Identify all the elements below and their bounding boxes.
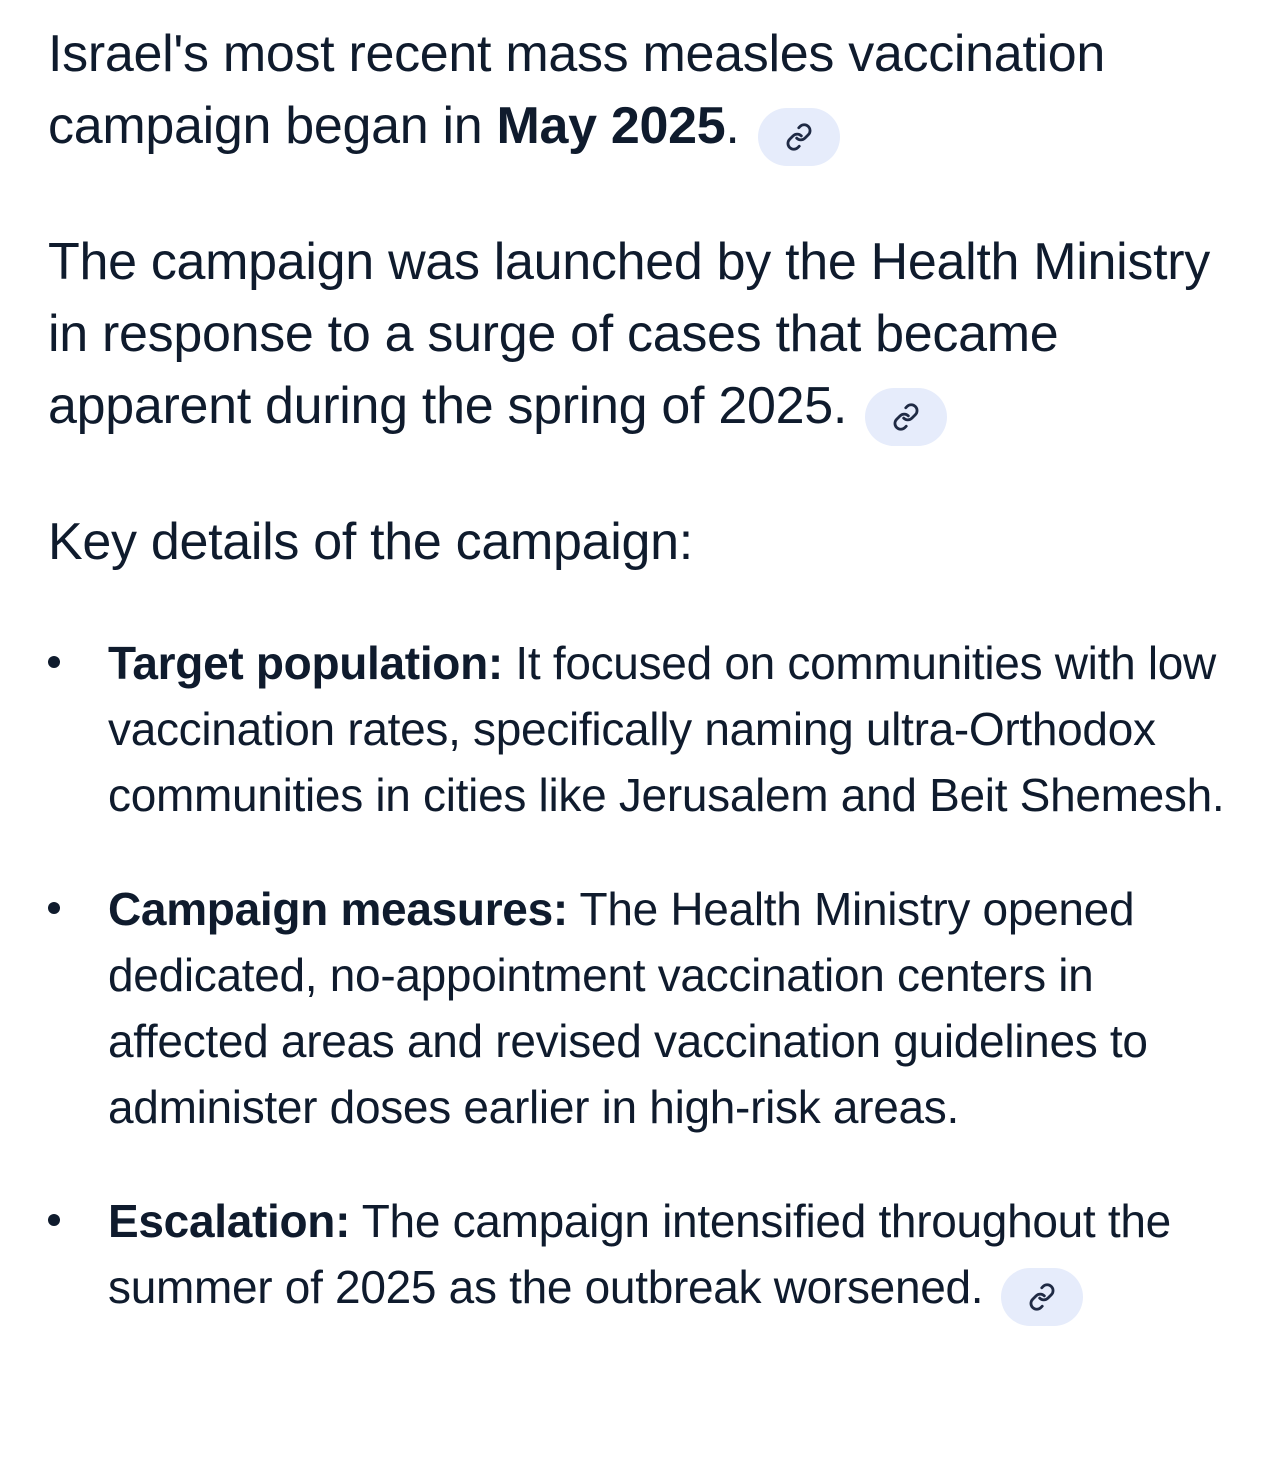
details-list	[48, 630, 1248, 1326]
intro-period: .	[725, 97, 740, 155]
intro-date: May 2025	[496, 97, 726, 155]
source-link-button[interactable]	[865, 388, 947, 446]
list-item	[48, 1188, 1248, 1326]
link-icon	[892, 403, 920, 431]
detail-label: Campaign measures:	[108, 883, 568, 935]
details-heading: Key details of the campaign:	[48, 513, 693, 571]
response-content	[48, 18, 1248, 1326]
context-paragraph	[48, 226, 1248, 446]
link-icon	[785, 123, 813, 151]
source-link-button[interactable]	[758, 108, 840, 166]
intro-paragraph	[48, 18, 1248, 166]
bullet-icon	[48, 656, 60, 668]
source-link-button[interactable]	[1001, 1268, 1083, 1326]
list-item	[48, 630, 1248, 828]
detail-text: The Health Ministry opened dedicated, no-appointment vaccination centers in affected areas and revised vaccination guidelines to administer doses earlier in high-risk areas.	[108, 883, 1148, 1133]
context-text: The campaign was launched by the Health Ministry in response to a surge of cases that became apparent during the spring of 2025.	[48, 233, 1210, 435]
link-icon	[1028, 1283, 1056, 1311]
detail-text: It focused on communities with low vaccination rates, specifically naming ultra-Orthodox communities in cities like Jerusalem and Beit Shemesh.	[108, 637, 1225, 821]
detail-text: The campaign intensified throughout the summer of 2025 as the outbreak worsened.	[108, 1195, 1171, 1313]
detail-label: Target population:	[108, 637, 503, 689]
bullet-icon	[48, 1214, 60, 1226]
bullet-icon	[48, 902, 60, 914]
detail-label: Escalation:	[108, 1195, 351, 1247]
intro-text: Israel's most recent mass measles vaccination campaign began in	[48, 25, 1106, 155]
list-item	[48, 876, 1248, 1140]
